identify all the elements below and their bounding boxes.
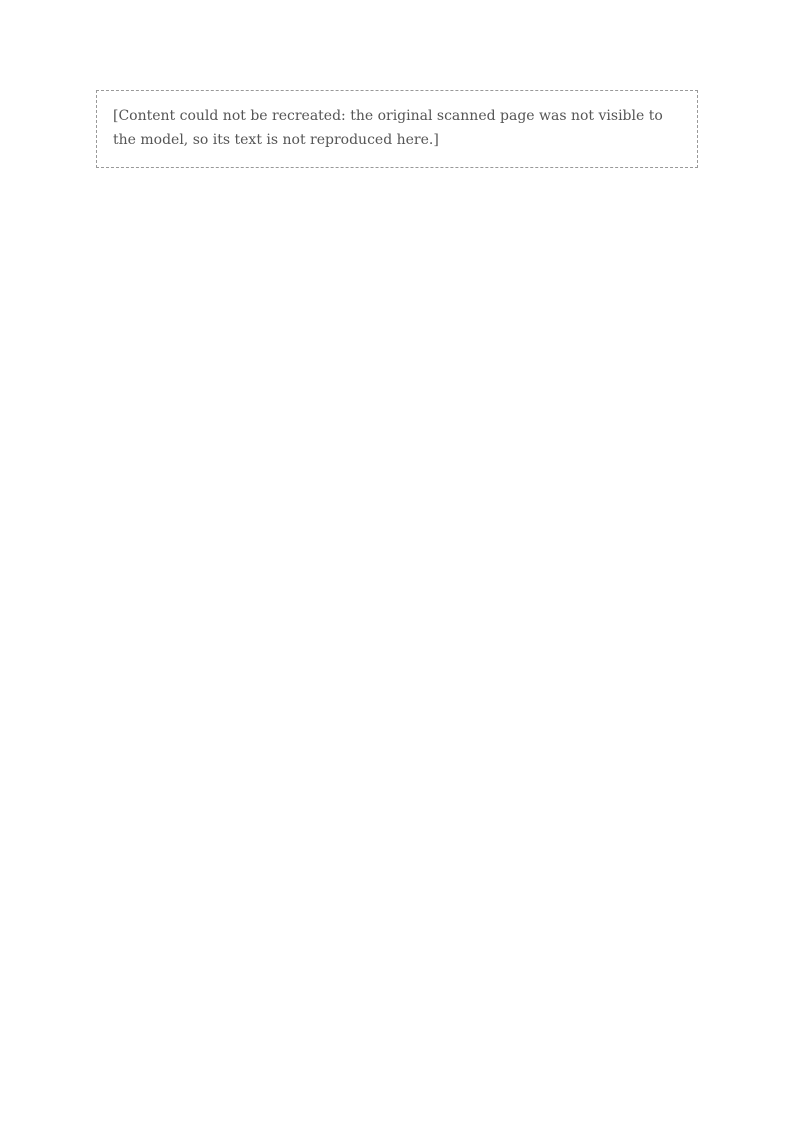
content-unavailable-notice: [Content could not be recreated: the original scanned page was not visible to the model, so its text is not reproduced here.] — [96, 90, 698, 168]
